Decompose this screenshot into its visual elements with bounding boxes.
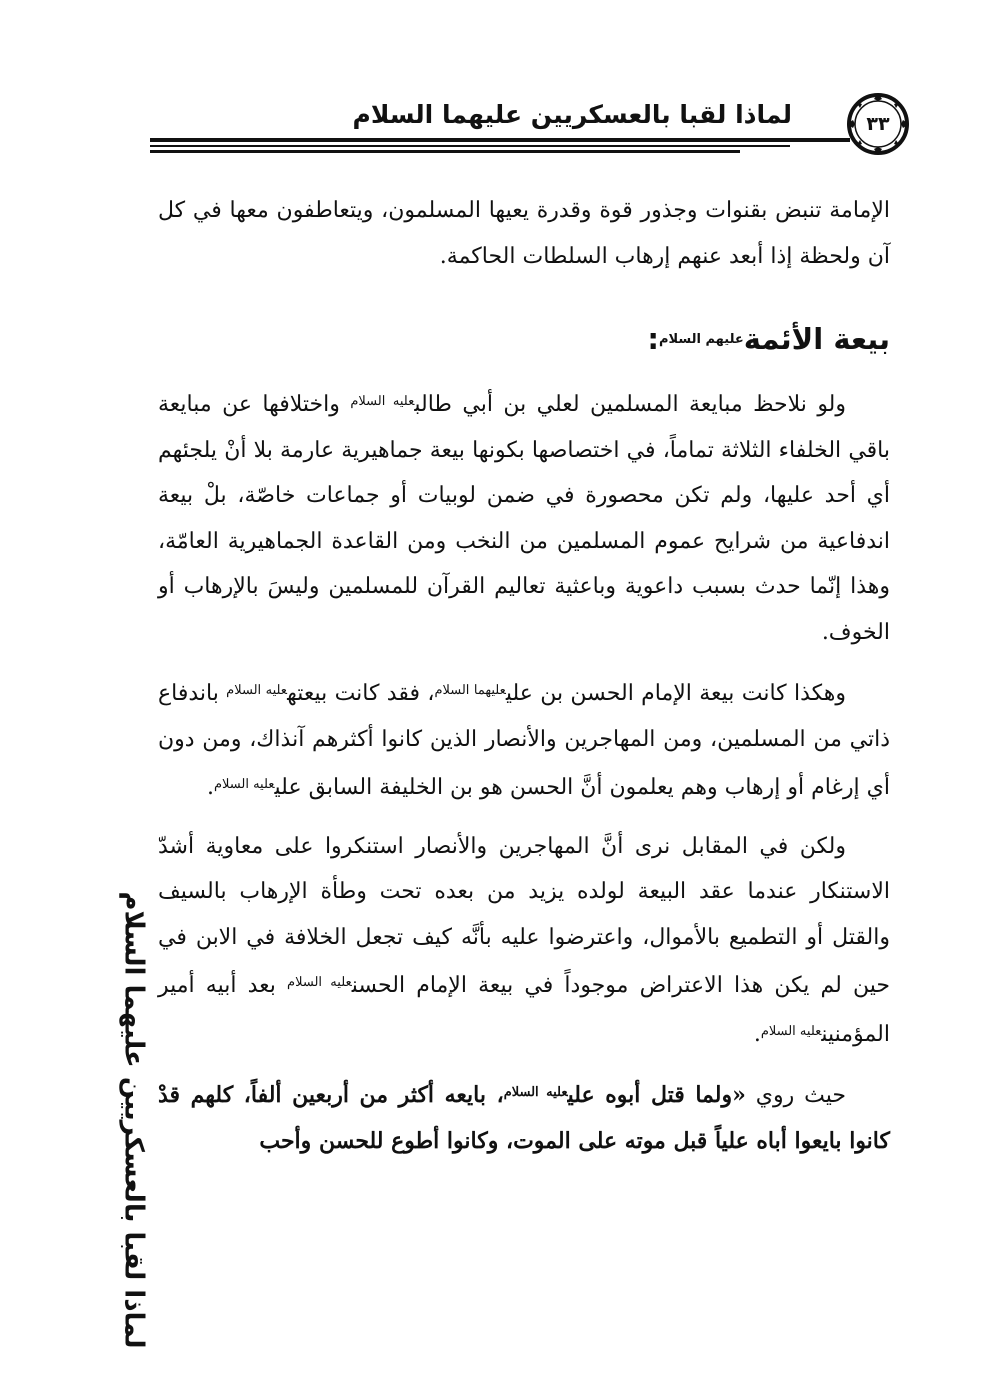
- honorific-mark: عليه السلام: [503, 1085, 568, 1100]
- paragraph: [158, 1070, 890, 1164]
- page-body: [158, 188, 890, 1177]
- page-number: ٣٣: [866, 113, 890, 135]
- paragraph-text: حيث روي: [745, 1083, 847, 1108]
- section-heading: بيعة الأئمة$^{عليهم السلام}$:: [647, 322, 890, 356]
- paragraph-text: .: [753, 1021, 761, 1047]
- page-number-emblem: [846, 92, 910, 156]
- honorific-mark: عليهما السلام: [434, 683, 506, 698]
- running-title: لماذا لقبا بالعسكريين عليهما السلام: [352, 100, 792, 129]
- paragraph-text: واختلافها عن مبايعة باقي الخلفاء الثلاثة تماماً، في اختصاصها بكونها بيعة جماهيرية عارمة بلا أنْ يلجئهم أي أحد عليها، ولم تكن محصورة في ضمن لوبيات أو جماعات خاصّة، بلْ بيعة اندفاعية من شرايح عموم المسلمين من النخب ومن القاعدة الجماهيرية العامّة، وهذا إنّما حدث بسبب داعوية وباعثية تعاليم القرآن للمسلمين وليسَ بالإرهاب أو الخوف.: [158, 392, 890, 645]
- honorific-mark: عليه السلام: [213, 777, 275, 792]
- paragraph: [158, 824, 890, 1058]
- header-rule: [150, 145, 790, 147]
- paragraph-text: وهكذا كانت بيعة الإمام الحسن بن علي: [505, 681, 847, 706]
- side-running-title-text: لماذا لقبا بالعسكريين عليهما السلام: [119, 891, 149, 1349]
- section-heading-text: بيعة الأئمة: [743, 322, 890, 356]
- paragraph-text: ولكن في المقابل نرى أنَّ المهاجرين والأنصار استنكروا على معاوية أشدّ الاستنكار عندما عقد البيعة لولده يزيد من بعده تحت وطأة الإرهاب بالسيف والقتل أو التطميع بالأموال، واعترضوا عليه بأنَّه كيف تجعل الخلافة في الابن في حين لم يكن هذا الاعتراض موجوداً في بيعة الإمام الحسن: [158, 833, 891, 998]
- header-rule: [150, 138, 850, 142]
- quotation-text: ، بايعه أكثر من أربعين ألفاً، كلهم قدْ كانوا بايعوا أباه علياً قبل موته على الموت، وكانوا أطوع للحسن وأحب: [158, 1082, 890, 1154]
- paragraph: [158, 379, 890, 655]
- side-running-title: [112, 891, 156, 1349]
- paragraph: [158, 668, 890, 811]
- paragraph-text: الإمامة تنبض بقنوات وجذور قوة وقدرة يعيها المسلمون، ويتعاطفون معها في كل آن ولحظة إذا أبعد عنهم إرهاب السلطات الحاكمة.: [158, 198, 890, 269]
- honorific-mark: عليه السلام: [287, 975, 352, 990]
- paragraph-text: بعد أبيه أمير المؤمنين: [158, 973, 890, 1047]
- quotation-text: «ولما قتل أبوه علي: [567, 1082, 746, 1108]
- header-rule: [150, 150, 740, 153]
- paragraph: [158, 188, 890, 279]
- honorific-mark: عليهم السلام: [659, 332, 744, 347]
- page-header: [150, 92, 910, 152]
- honorific-mark: عليه السلام: [760, 1023, 822, 1039]
- paragraph-text: .: [206, 775, 214, 800]
- honorific-mark: عليه السلام: [226, 683, 288, 698]
- honorific-mark: عليه السلام: [350, 394, 415, 409]
- paragraph-text: ولو نلاحظ مبايعة المسلمين لعلي بن أبي طالب: [414, 392, 847, 417]
- paragraph-text: باندفاع ذاتي من المسلمين، ومن المهاجرين والأنصار الذين كانوا أكثرهم آنذاك، ومن دون أي إرغام أو إرهاب وهم يعلمون أنَّ الحسن هو بن الخليفة السابق علي: [158, 681, 890, 800]
- paragraph-text: ، فقد كانت بيعته: [287, 681, 435, 706]
